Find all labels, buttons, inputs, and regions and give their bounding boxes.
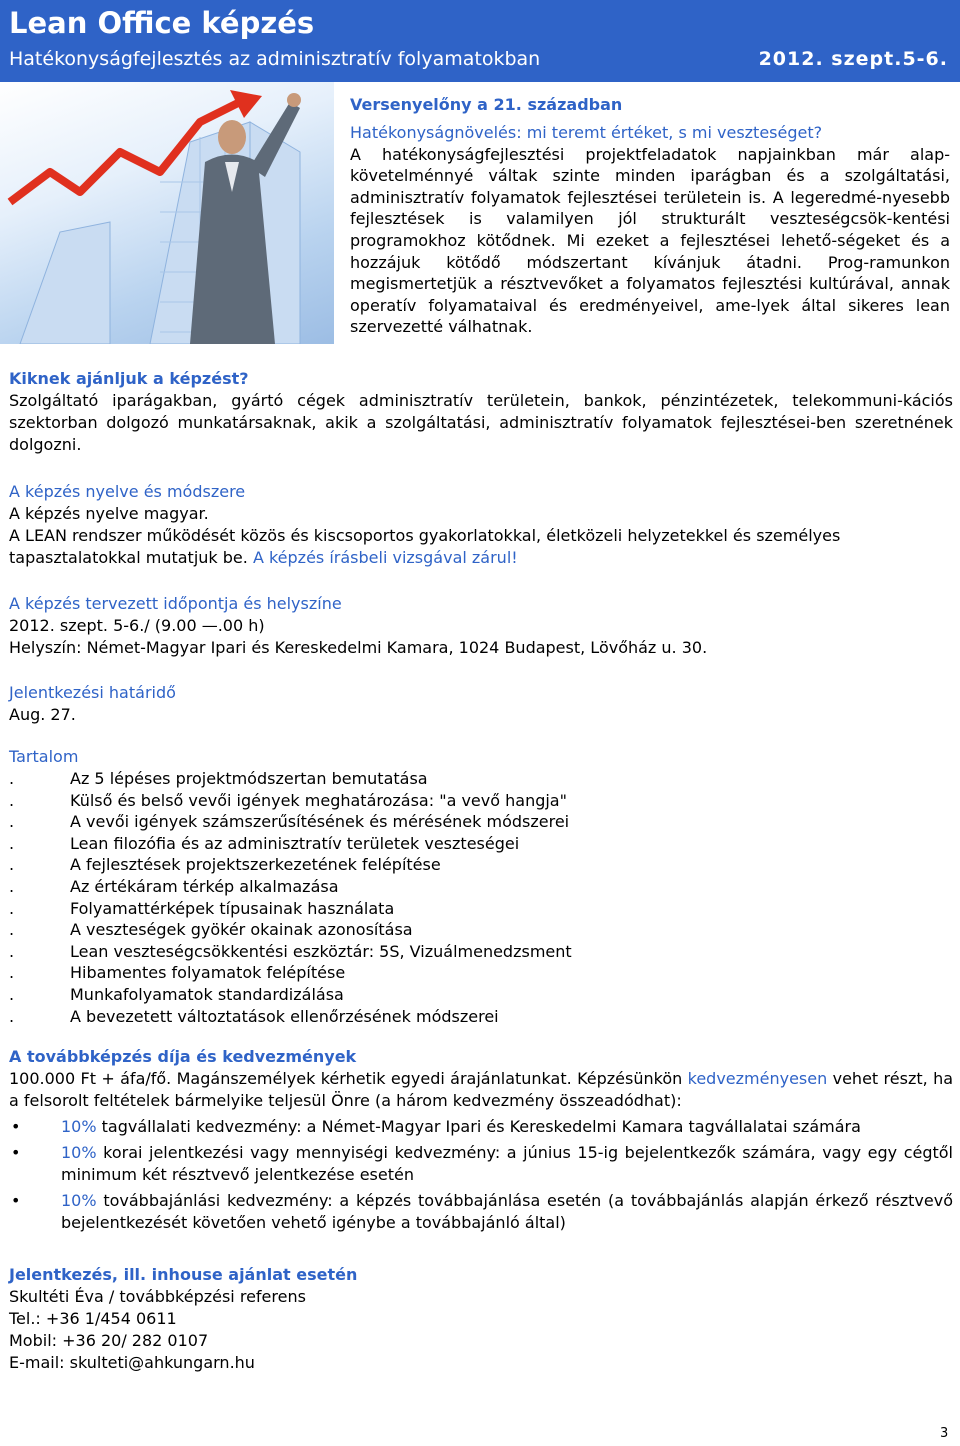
contents-item-label: Az 5 lépéses projektmódszertan bemutatása <box>70 769 428 788</box>
fees-text-a: 100.000 Ft + áfa/fő. Magánszemélyek kérhetik egyedi árajánlatunkat. Képzésünkön <box>9 1069 683 1088</box>
contents-item-label: Lean veszteségcsökkentési eszköztár: 5S, Vizuálmenedzsment <box>70 941 572 961</box>
course-date: 2012. szept.5-6. <box>758 48 948 70</box>
audience-heading: Kiknek ajánljuk a képzést? <box>9 369 249 388</box>
contents-item-label: Az értékáram térkép alkalmazása <box>70 876 339 896</box>
contents-item-label: A veszteségek gyökér okainak azonosítása <box>70 920 413 940</box>
contents-item-label: Folyamattérképek típusainak használata <box>70 898 395 918</box>
contents-item-label: Lean filozófia és az adminisztratív területek veszteségei <box>70 833 520 853</box>
contact-name: Skultéti Éva / továbbképzési referens <box>9 1287 306 1306</box>
contents-item <box>9 790 953 812</box>
page-header <box>0 0 960 82</box>
intro-text-b: Mi ezeket a fejlesztései lehető-ségeket és a hozzájuk kötődő módszertant kívánjuk átadni. <box>350 230 950 272</box>
intro-section <box>350 91 950 338</box>
fees-text <box>9 1068 953 1112</box>
exam-note: A képzés írásbeli vizsgával zárul! <box>252 548 518 567</box>
list-marker: . <box>9 984 15 1004</box>
discount-text: tagvállalati kedvezmény: a Német-Magyar Ipari és Kereskedelmi Kamara tagvállalatai számára <box>101 1117 861 1136</box>
bullet-icon: • <box>11 1117 21 1136</box>
fees-heading: A továbbképzés díja és kedvezmények <box>9 1047 357 1066</box>
schedule-location: Helyszín: Német-Magyar Ipari és Kereskedelmi Kamara, 1024 Budapest, Lövőház u. 30. <box>9 638 708 657</box>
fees-text-b: vehet részt, ha a felsorolt feltételek bármelyike teljesül Önre (a három kedvezmény összeadódhat): <box>9 1069 954 1110</box>
schedule-heading: A képzés tervezett időpontja és helyszíne <box>9 594 342 613</box>
contents-item <box>9 876 953 898</box>
method-text-main: A LEAN rendszer működését közös és kiscsoportos gyakorlatokkal, életközeli helyzetekkel és személyes tapasztalatokkal mutatjuk be. <box>9 526 841 567</box>
language-heading: A képzés nyelve és módszere <box>9 482 246 501</box>
intro-paragraph <box>350 144 950 338</box>
discount-percent: 10% <box>61 1143 97 1162</box>
contents-heading: Tartalom <box>9 747 79 766</box>
list-marker: . <box>9 833 15 853</box>
discount-percent: 10% <box>61 1117 97 1136</box>
intro-text-c: Prog-ramunkon megismertetjük a résztvevőket a folyamatos fejlesztési kultúrával, annak operatív folyamataival és eredményeivel, ame-lyek által sikeres lean szervezetté válhatnak. <box>350 252 950 337</box>
contents-item-label: A bevezetett változtatások ellenőrzésének módszerei <box>70 1006 499 1026</box>
page-subtitle: Hatékonyságfejlesztés az adminisztratív folyamatokban <box>9 48 541 70</box>
contents-item-label: A vevői igények számszerűsítésének és mérésének módszerei <box>70 812 570 832</box>
contents-item-label: A fejlesztések projektszerkezetének felépítése <box>70 855 441 875</box>
contents-item <box>9 833 953 855</box>
contact-section <box>9 1264 953 1374</box>
contents-list <box>9 768 953 1027</box>
list-marker: . <box>9 898 15 918</box>
list-marker: . <box>9 963 15 983</box>
deadline-value: Aug. 27. <box>9 705 76 724</box>
page-title: Lean Office képzés <box>9 6 315 40</box>
list-marker: . <box>9 920 15 940</box>
discount-highlight: kedvezményesen <box>687 1069 828 1088</box>
contents-item-label: Külső és belső vevői igények meghatározása: "a vevő hangja" <box>70 790 567 810</box>
audience-text: Szolgáltató iparágakban, gyártó cégek adminisztratív területein, bankok, pénzintézetek, telekommuni-kációs szektorban dolgozó munkatársaknak, akik a szolgáltatási, adminisztratív folyamatok fejlesztései-ben szeretnének dolgozni. <box>9 391 953 454</box>
deadline-section <box>9 682 953 726</box>
list-marker: . <box>9 855 15 875</box>
contents-item <box>9 854 953 876</box>
deadline-heading: Jelentkezési határidő <box>9 683 176 702</box>
intro-subheading: Hatékonyságnövelés: mi teremt értéket, s mi veszteséget? <box>350 123 823 142</box>
contact-phone: Tel.: +36 1/454 0611 <box>9 1309 177 1328</box>
discount-list <box>9 1116 953 1234</box>
contents-item-label: Munkafolyamatok standardizálása <box>70 984 344 1004</box>
discount-text: korai jelentkezési vagy mennyiségi kedvezmény: a június 15-ig bejelentkezők számára, vagy egy cégtől minimum két résztvevő jelentkezése esetén <box>61 1143 953 1184</box>
method-text <box>9 525 953 569</box>
language-line: A képzés nyelve magyar. <box>9 504 209 523</box>
intro-text-a: A hatékonyságfejlesztési projektfeladatok napjainkban már alap-követelménnyé váltak szinte minden iparágban és a szolgáltatási, adminisztratív folyamatok fejlesztései területein is. A legeredmé-nyesebb fejlesztések is valamilyen jól strukturált veszteségcsök-kentési programokhoz kötődnek. <box>350 144 950 250</box>
discount-item <box>9 1190 953 1234</box>
audience-section <box>9 368 953 456</box>
contents-item <box>9 811 953 833</box>
contents-section <box>9 746 953 1027</box>
bullet-icon: • <box>11 1191 21 1210</box>
list-marker: . <box>9 790 15 810</box>
discount-percent: 10% <box>61 1191 97 1210</box>
contents-item <box>9 919 953 941</box>
fees-section <box>9 1046 953 1234</box>
list-marker: . <box>9 941 15 961</box>
language-section <box>9 481 953 569</box>
contents-item <box>9 1006 953 1028</box>
contact-mobile: Mobil: +36 20/ 282 0107 <box>9 1331 209 1350</box>
schedule-section <box>9 593 953 659</box>
contents-item <box>9 984 953 1006</box>
list-marker: . <box>9 1006 15 1026</box>
businessman-growth-chart-image <box>0 82 334 344</box>
list-marker: . <box>9 769 15 788</box>
discount-item <box>9 1116 953 1138</box>
schedule-date: 2012. szept. 5-6./ (9.00 —.00 h) <box>9 616 265 635</box>
bullet-icon: • <box>11 1143 21 1162</box>
intro-heading: Versenyelőny a 21. században <box>350 95 623 114</box>
list-marker: . <box>9 812 15 832</box>
contents-item <box>9 962 953 984</box>
list-marker: . <box>9 876 15 896</box>
contact-heading: Jelentkezés, ill. inhouse ajánlat esetén <box>9 1265 358 1284</box>
contents-item <box>9 941 953 963</box>
discount-item <box>9 1142 953 1186</box>
contents-item <box>9 768 953 790</box>
contents-item <box>9 898 953 920</box>
illustration-graphic <box>0 82 334 344</box>
discount-text: továbbajánlási kedvezmény: a képzés továbbajánlása esetén (a továbbajánlás alapján érkező résztvevő bejelentkezését követően vehető igénybe a továbbajánló által) <box>61 1191 953 1232</box>
contents-item-label: Hibamentes folyamatok felépítése <box>70 963 346 983</box>
contact-email: E-mail: skulteti@ahkungarn.hu <box>9 1353 255 1372</box>
page-number: 3 <box>940 1426 949 1441</box>
